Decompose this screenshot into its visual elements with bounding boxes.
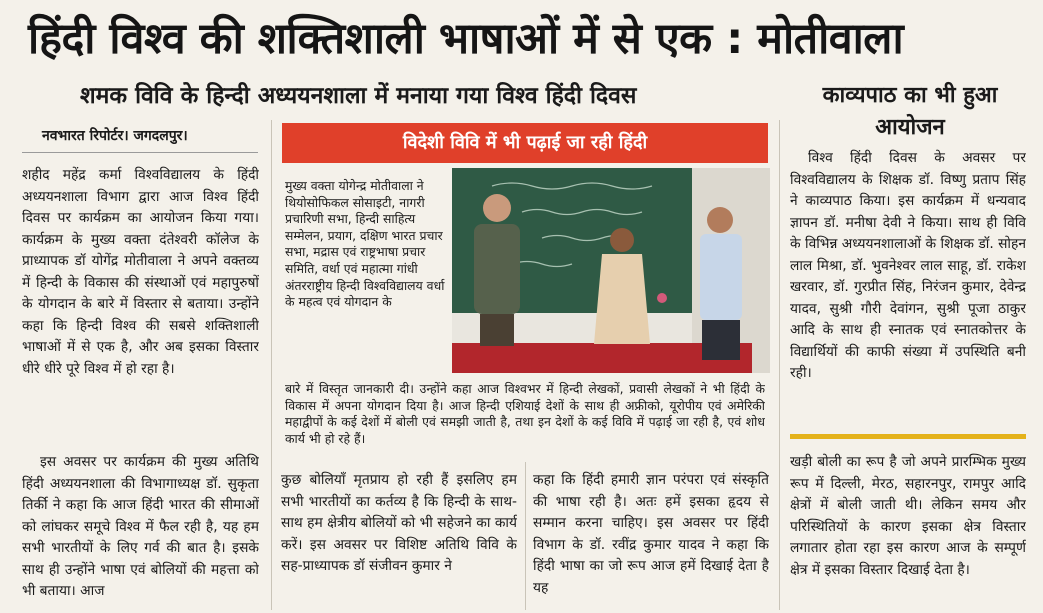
photo-caption: मुख्य वक्ता योगेन्द्र मोतीवाला ने थियोसोफिकल सोसाइटी, नागरी प्रचारिणी सभा, हिन्दी साहित्य सम्मेलन, प्रयाग, दक्षिण भारत प्रचार सभा, मद्रास एवं राष्ट्रभाषा प्रचार समिति, वर्धा एवं महात्मा गांधी अंतरराष्ट्रीय हिन्दी विश्वविद्यालय वर्धा के महत्व एवं योगदान के xyxy=(285,178,445,310)
section-divider xyxy=(790,434,1026,439)
side-heading: काव्यपाठ का भी हुआ आयोजन xyxy=(822,83,998,140)
byline-rule xyxy=(22,152,258,153)
byline: नवभारत रिपोर्टर। जगदलपुर। xyxy=(42,128,188,144)
column-4-bottom xyxy=(790,452,1026,610)
subheadline: शमक विवि के हिन्दी अध्ययनशाला में मनाया गया विश्व हिंदी दिवस xyxy=(80,83,637,109)
sub-story-banner: विदेशी विवि में भी पढ़ाई जा रही हिंदी xyxy=(282,123,768,163)
column-1-paragraph-1: शहीद महेंद्र कर्मा विश्वविद्यालय के हिंदी अध्ययनशाला विभाग द्वारा आज विश्व हिंदी दिवस पर कार्यक्रम का आयोजन किया गया। कार्यक्रम के मुख्य वक्ता दंतेश्वरी कॉलेज के प्राध्यापक डॉ योगेंद्र मोतीवाला ने अपने वक्तव्य में हिन्दी के विकास की संस्थाओं एवं महापुरुषों के योगदान के बारे में विस्तार से बताया। उन्होंने कहा कि हिन्दी विश्व की सबसे शक्तिशाली भाषाओं में से एक है, और अब इसका विस्तार धीरे धीरे पूरे विश्व में हो रहा है। xyxy=(22,167,259,377)
column-divider xyxy=(525,462,526,610)
event-photo xyxy=(452,168,770,373)
column-4-top xyxy=(790,148,1026,432)
photo-caption-continued: बारे में विस्तृत जानकारी दी। उन्होंने कहा आज विश्वभर में हिन्दी लेखकों, प्रवासी लेखकों ने भी हिंदी के विकास में अपना योगदान दिया है। आज हिन्दी एशियाई देशों के साथ ही अफ्रीको, यूरोपीय एवं अमेरिकी महाद्वीपों के कई देशों में बोली एवं समझी जाती है, तथा इन देशों के कई विवि में पढ़ाई जा रही है, एवं शोध कार्य भी हो रहे हैं। xyxy=(285,381,765,446)
column-4-paragraph-1: विश्व हिंदी दिवस के अवसर पर विश्वविद्यालय के शिक्षक डॉ. विष्णु प्रताप सिंह ने काव्यपाठ किया। इस कार्यक्रम में धन्यवाद ज्ञापन डॉ. मनीषा देवी ने किया। साथ ही विवि के विभिन्न अध्ययनशालाओं के शिक्षक डॉ. सोहन लाल मिश्रा, डॉ. भुवनेश्वर लाल साहू, डॉ. राकेश खरवार, डॉ. गुरप्रीत सिंह, निरंजन कुमार, देवेन्द्र यादव, सुश्री गौरी देवांगन, सुश्री पूजा ठाकुर आदि के साथ ही स्नातक एवं स्नातकोत्तर के विद्यार्थियों की काफी संख्या में उपस्थिति बनी रही। xyxy=(790,150,1026,381)
column-2-paragraph: कुछ बोलियाँ मृतप्राय हो रही हैं इसलिए हम सभी भारतीयों का कर्तव्य है कि हिन्दी के साथ-साथ हम क्षेत्रीय बोलियों को भी सहेजने का कार्य करें। इस अवसर पर विशिष्ट अतिथि विवि के सह-प्राध्यापक डॉ संजीवन कुमार ने xyxy=(281,472,517,574)
column-2 xyxy=(281,470,517,610)
column-divider xyxy=(779,120,780,610)
event-photo-illustration xyxy=(452,168,770,373)
column-4-paragraph-2: खड़ी बोली का रूप है जो अपने प्रारम्भिक मुख्य रूप में दिल्ली, मेरठ, सहारनपुर, रामपुर आदि क्षेत्रों में बोली जाती थी। लेकिन समय और परिस्थितियों के कारण इसका क्षेत्र विस्तार लगातार होता रहा इस कारण आज के सम्पूर्ण क्षेत्र में इसका विस्तार दिखाई देता है। xyxy=(790,454,1026,578)
column-1-paragraph-2: इस अवसर पर कार्यक्रम की मुख्य अतिथि हिंदी अध्ययनशाला की विभागाध्यक्ष डॉ. सुकृता तिर्की ने कहा कि आज हिंदी भारत की सीमाओं को लांघकर समूचे विश्व में फैल रही है, यह हम सभी भारतीयों के लिए गर्व की बात है। इसके साथ ही उन्होंने भाषा एवं बोलियों की महत्ता को भी बताया। आज xyxy=(22,454,259,599)
column-3-paragraph: कहा कि हिंदी हमारी ज्ञान परंपरा एवं संस्कृति की भाषा रही है। अतः हमें इसका हृदय से सम्मान करना चाहिए। इस अवसर पर हिंदी विभाग के डॉ. रवींद्र कुमार यादव ने कहा कि हिंदी भाषा का जो रूप आज हमें दिखाई देता है यह xyxy=(533,472,769,596)
column-3 xyxy=(533,470,769,610)
column-1-continued xyxy=(22,452,259,610)
column-divider xyxy=(271,120,272,610)
column-1-intro xyxy=(22,165,259,450)
headline: हिंदी विश्व की शक्तिशाली भाषाओं में से एक : मोतीवाला xyxy=(28,14,904,64)
